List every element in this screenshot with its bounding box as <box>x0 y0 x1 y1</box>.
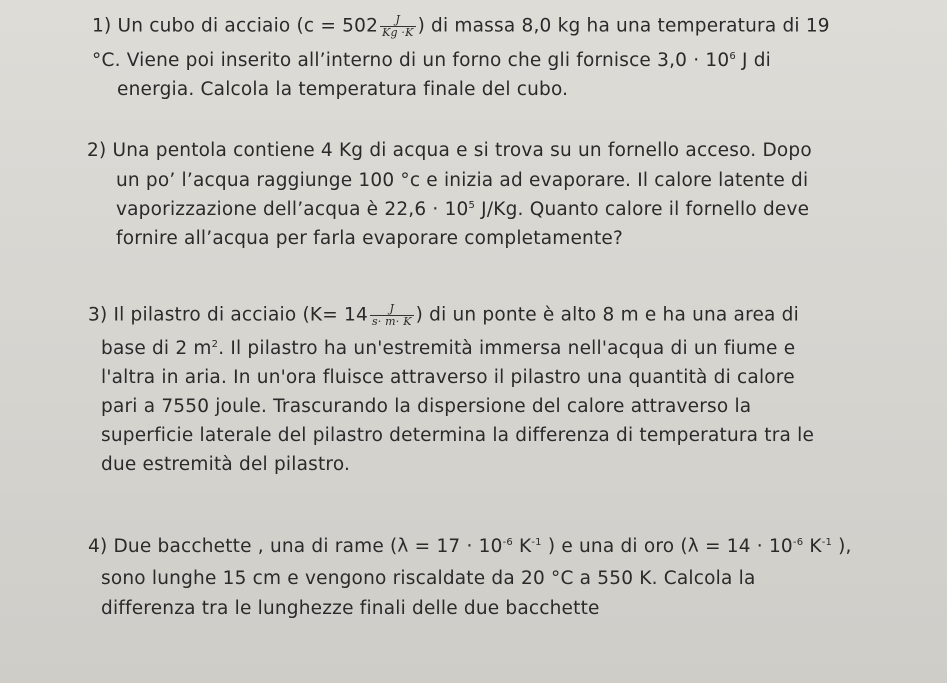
text-span: K <box>803 536 822 557</box>
problem-2-line-2: un po’ l’acqua raggiunge 100 °c e inizia ad evaporare. Il calore latente di <box>116 170 809 191</box>
text-span: base di 2 m <box>101 338 212 359</box>
fraction-denominator: Kg ·K <box>382 26 414 39</box>
text-span: vaporizzazione dell’acqua è 22,6 · 10 <box>116 199 469 220</box>
text-span: 3) Il pilastro di acciaio (K= 14 <box>88 304 368 326</box>
problem-2-line-3 <box>116 199 809 220</box>
problem-3-line-4: pari a 7550 joule. Trascurando la dispersione del calore attraverso la <box>101 396 752 417</box>
text-span: °C. Viene poi inserito all’interno di un forno che gli fornisce 3,0 · 10 <box>92 50 730 71</box>
text-span: 4) Due bacchette , una di rame (λ = 17 · 10 <box>88 536 503 557</box>
problem-4-line-1 <box>88 536 852 557</box>
problem-1-line-2 <box>92 50 771 71</box>
fraction-numerator: J <box>380 14 415 27</box>
text-span: ) e una di oro (λ = 14 · 10 <box>541 536 793 557</box>
exponent: 2 <box>211 339 219 350</box>
problem-3-line-1 <box>88 303 799 328</box>
text-span: K <box>512 536 532 557</box>
problem-3-line-6: due estremità del pilastro. <box>101 454 351 475</box>
text-span: . Il pilastro ha un'estremità immersa nell'acqua di un fiume e <box>218 338 796 359</box>
text-span: ) di massa 8,0 kg ha una temperatura di 19 <box>417 15 830 37</box>
problem-3-line-3: l'altra in aria. In un'ora fluisce attraverso il pilastro una quantità di calore <box>101 367 795 388</box>
problem-2-line-1: 2) Una pentola contiene 4 Kg di acqua e si trova su un fornello acceso. Dopo <box>87 140 812 161</box>
problem-3-line-5: superficie laterale del pilastro determina la differenza di temperatura tra le <box>101 425 815 446</box>
text-span: J/Kg. Quanto calore il fornello deve <box>475 199 810 220</box>
exponent: 6 <box>729 51 736 62</box>
exponent: -6 <box>792 537 804 548</box>
problem-1-line-3: energia. Calcola la temperatura finale del cubo. <box>117 79 569 100</box>
text-span: J di <box>735 50 771 71</box>
problem-4-line-3: differenza tra le lunghezze finali delle due bacchette <box>101 598 600 619</box>
fraction-j-per-kg-k <box>380 14 415 39</box>
problem-4-line-2: sono lunghe 15 cm e vengono riscaldate da 20 °C a 550 K. Calcola la <box>101 568 756 589</box>
fraction-numerator: J <box>370 303 414 316</box>
fraction-denominator: s· m· K <box>371 315 412 328</box>
exponent: -1 <box>821 537 833 548</box>
fraction-j-per-s-m-k <box>370 303 414 328</box>
exponent: 5 <box>468 200 476 211</box>
text-span: 1) Un cubo di acciaio (c = 502 <box>92 15 379 37</box>
problem-2-line-4: fornire all’acqua per farla evaporare completamente? <box>116 228 624 249</box>
problem-1-line-1 <box>92 14 830 39</box>
text-span: ) di un ponte è alto 8 m e ha una area di <box>415 304 799 326</box>
text-span: ), <box>832 536 852 557</box>
exponent: -1 <box>531 537 542 548</box>
exponent: -6 <box>502 537 513 548</box>
problem-3-line-2 <box>101 338 795 359</box>
